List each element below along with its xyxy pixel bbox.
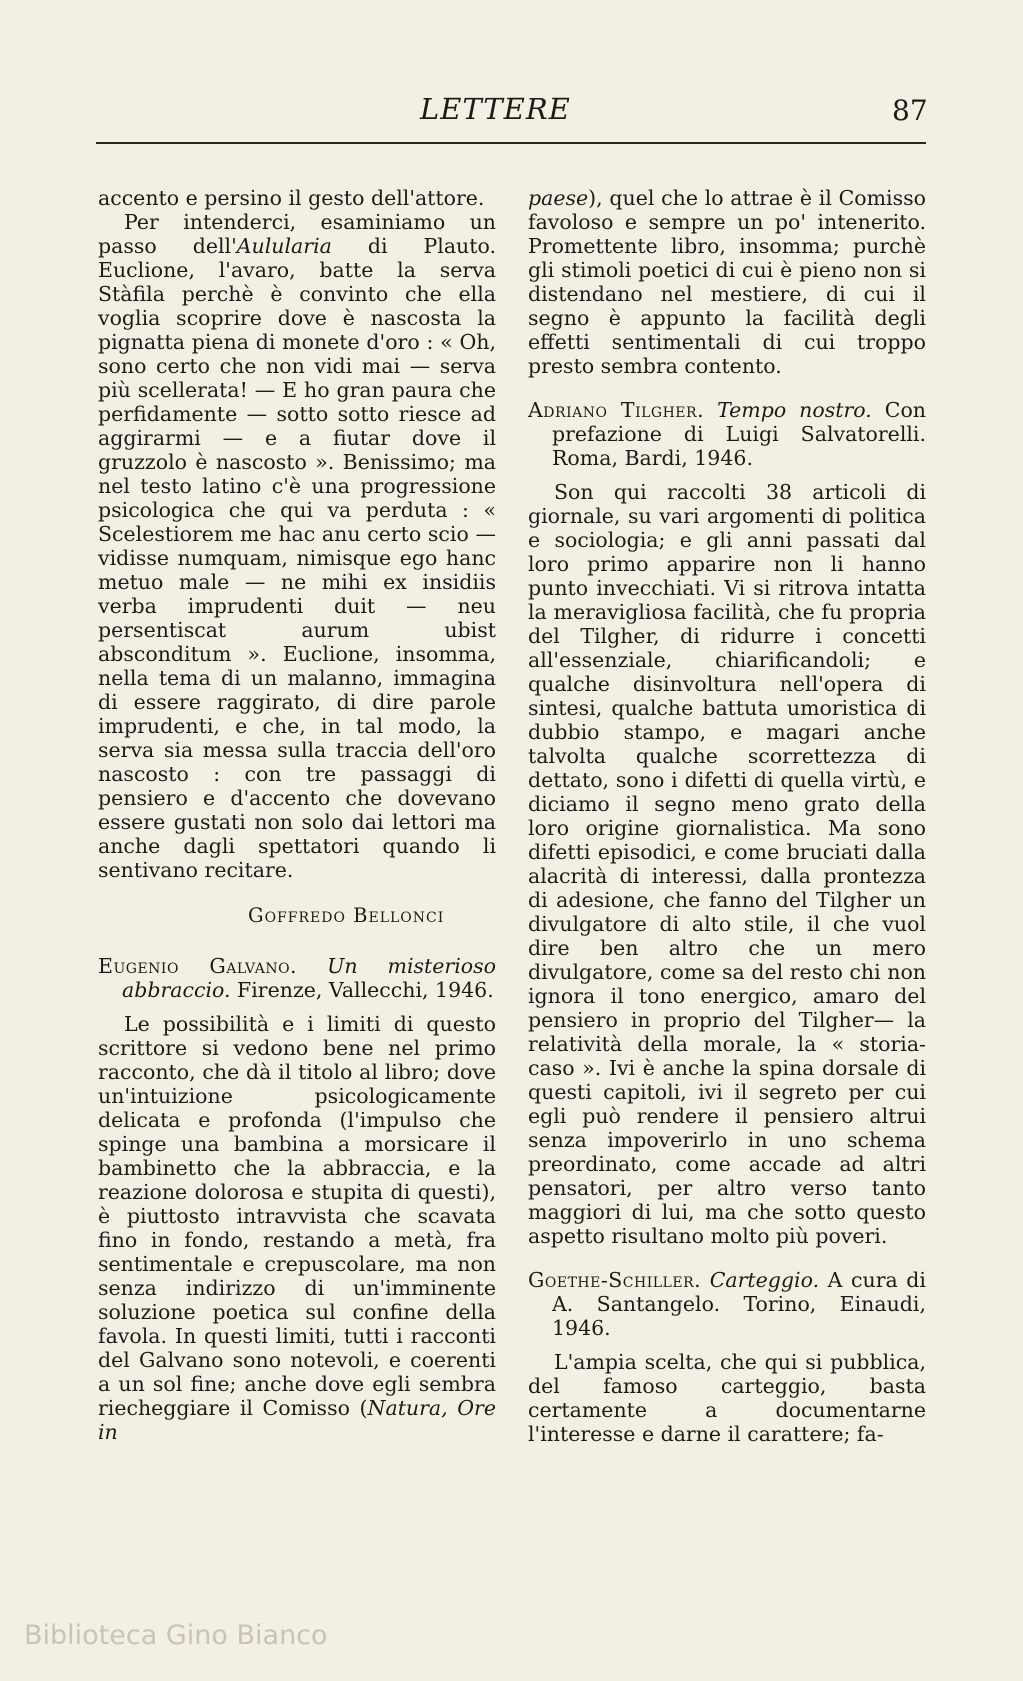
page-number: 87: [892, 94, 928, 127]
text-run: Per intenderci, esaminiamo un passo dell': [98, 210, 496, 258]
review-publisher: Con prefazione di Luigi Salvatorelli. Roma, Bardi, 1946.: [552, 398, 926, 470]
review-publisher: Firenze, Vallecchi, 1946.: [230, 978, 494, 1002]
review-book-title: Tempo nostro.: [717, 398, 872, 422]
review-heading-galvano: [98, 954, 496, 1002]
text-run-italic: paese: [528, 186, 589, 210]
review-author: Adriano Tilgher.: [528, 398, 705, 422]
spacer: [528, 378, 926, 398]
paragraph-continued: accento e persino il gesto dell'attore.: [98, 186, 485, 210]
review-author: Goethe-Schiller.: [528, 1268, 702, 1292]
paragraph-continued: [528, 186, 926, 378]
author-signature: Goffredo Bellonci: [248, 904, 445, 927]
review-publisher: A cura di A. Santangelo. Torino, Einaudi, 1946.: [552, 1268, 926, 1340]
review-text-goethe-schiller: L'ampia scelta, che qui si pubblica, del famoso carteggio, basta certamente a documentarne l'interesse e darne il carattere; fa-: [528, 1350, 926, 1446]
text-run: ), quel che lo attrae è il Comisso favoloso e sempre un po' intenerito. Promettente libro, insomma; purchè gli stimoli poetici di cui è pieno non si distendano nel mestiere, di cui il segno è appunto la facilità degli effetti sentimentali di cui troppo presto sembra contento.: [528, 186, 926, 378]
text-run: Le possibilità e i limiti di questo scrittore si vedono bene nel primo racconto, che dà il titolo al libro; dove un'intuizione psicologicamente delicata e profonda (l'impulso che spinge una bambina a morsicare il bambinetto che la abbraccia, e la reazione dolorosa e stupita di questi), è piuttosto intravvista che scavata fino in fondo, restando a metà, fra sentimentale e crepuscolare, ma non senza indirizzo di un'imminente soluzione poetica sul confine della favola. In questi limiti, tutti i racconti del Galvano sono notevoli, e coerenti a un sol fine; anche dove egli sembra riecheggiare il Comisso (: [98, 1012, 496, 1420]
review-text-galvano: [98, 1012, 496, 1444]
running-title: LETTERE: [420, 92, 571, 126]
review-author: Eugenio Galvano.: [98, 954, 298, 978]
review-heading-goethe-schiller: [528, 1268, 926, 1340]
review-book-title: Carteggio.: [709, 1268, 820, 1292]
review-book-title: Un misterioso abbraccio.: [122, 954, 496, 1002]
left-column: [98, 186, 496, 1444]
spacer: [528, 1248, 926, 1268]
paragraph-aulularia: [98, 210, 496, 882]
work-title: Aulularia: [236, 234, 332, 258]
review-heading-tilgher: [528, 398, 926, 470]
review-text-tilgher: Son qui raccolti 38 articoli di giornale, su vari argomenti di politica e sociologia; e gli anni passati dal loro primo apparire non li hanno punto invecchiati. Vi si ritrova intatta la meravigliosa facilità, che fu propria del Tilgher, di ridurre i concetti all'essenziale, chiarificandoli; e qualche disinvoltura nell'opera di sintesi, qualche battuta umoristica di dubbio stampo, e magari anche talvolta qualche scorrettezza di dettato, sono i difetti di quella virtù, e diciamo il segno meno grato della loro origine giornalistica. Ma sono difetti episodici, e come bruciati dalla alacrità di interessi, dalla prontezza di adesione, che fanno del Tilgher un divulgatore di alto stile, il che vuol dire ben altro che un mero divulgatore, come sa del resto chi non ignora il tono energico, amaro del pensiero in proprio del Tilgher— la relatività della morale, la « storia-caso ». Ivi è anche la spina dorsale di questi capitoli, ivi il segreto per cui egli può rendere il pensiero altrui senza impoverirlo in uno schema preordinato, come accade ad altri pensatori, per altro verso tanto maggiori di lui, ma che sotto questo aspetto risultano molto più poveri.: [528, 480, 926, 1248]
text-run: di Plauto. Euclione, l'avaro, batte la serva Stàfila perchè è convinto che ella voglia scoprire dove è nascosta la pignatta piena di monete d'oro : « Oh, sono certo che non vidi mai — serva più scellerata! — E ho gran paura che perfidamente — sotto sotto riesce ad aggirarmi — e a fiutar dove il gruzzolo è nascosto ». Benissimo; ma nel testo latino c'è una progressione psicologica che qui va perduta : « Scelestiorem me hac anu certo scio — vidisse numquam, nimisque ego hanc metuo male — ne mihi ex insidiis verba imprudenti duit — neu persentiscat aurum ubist absconditum ». Euclione, insomma, nella tema di un malanno, immagina di essere raggirato, di dire parole imprudenti, e che, in tal modo, la serva sia messa sulla traccia dell'oro nascosto : con tre passaggi di pensiero e d'accento che dovevano essere gustati non solo dai lettori ma anche dagli spettatori quando li sentivano recitare.: [98, 234, 496, 882]
library-watermark: Biblioteca Gino Bianco: [24, 1620, 328, 1651]
right-column: [528, 186, 926, 1446]
text-run-italic: Natura, Ore in: [98, 1396, 496, 1444]
running-head: [0, 92, 1023, 132]
header-rule: [96, 142, 926, 144]
